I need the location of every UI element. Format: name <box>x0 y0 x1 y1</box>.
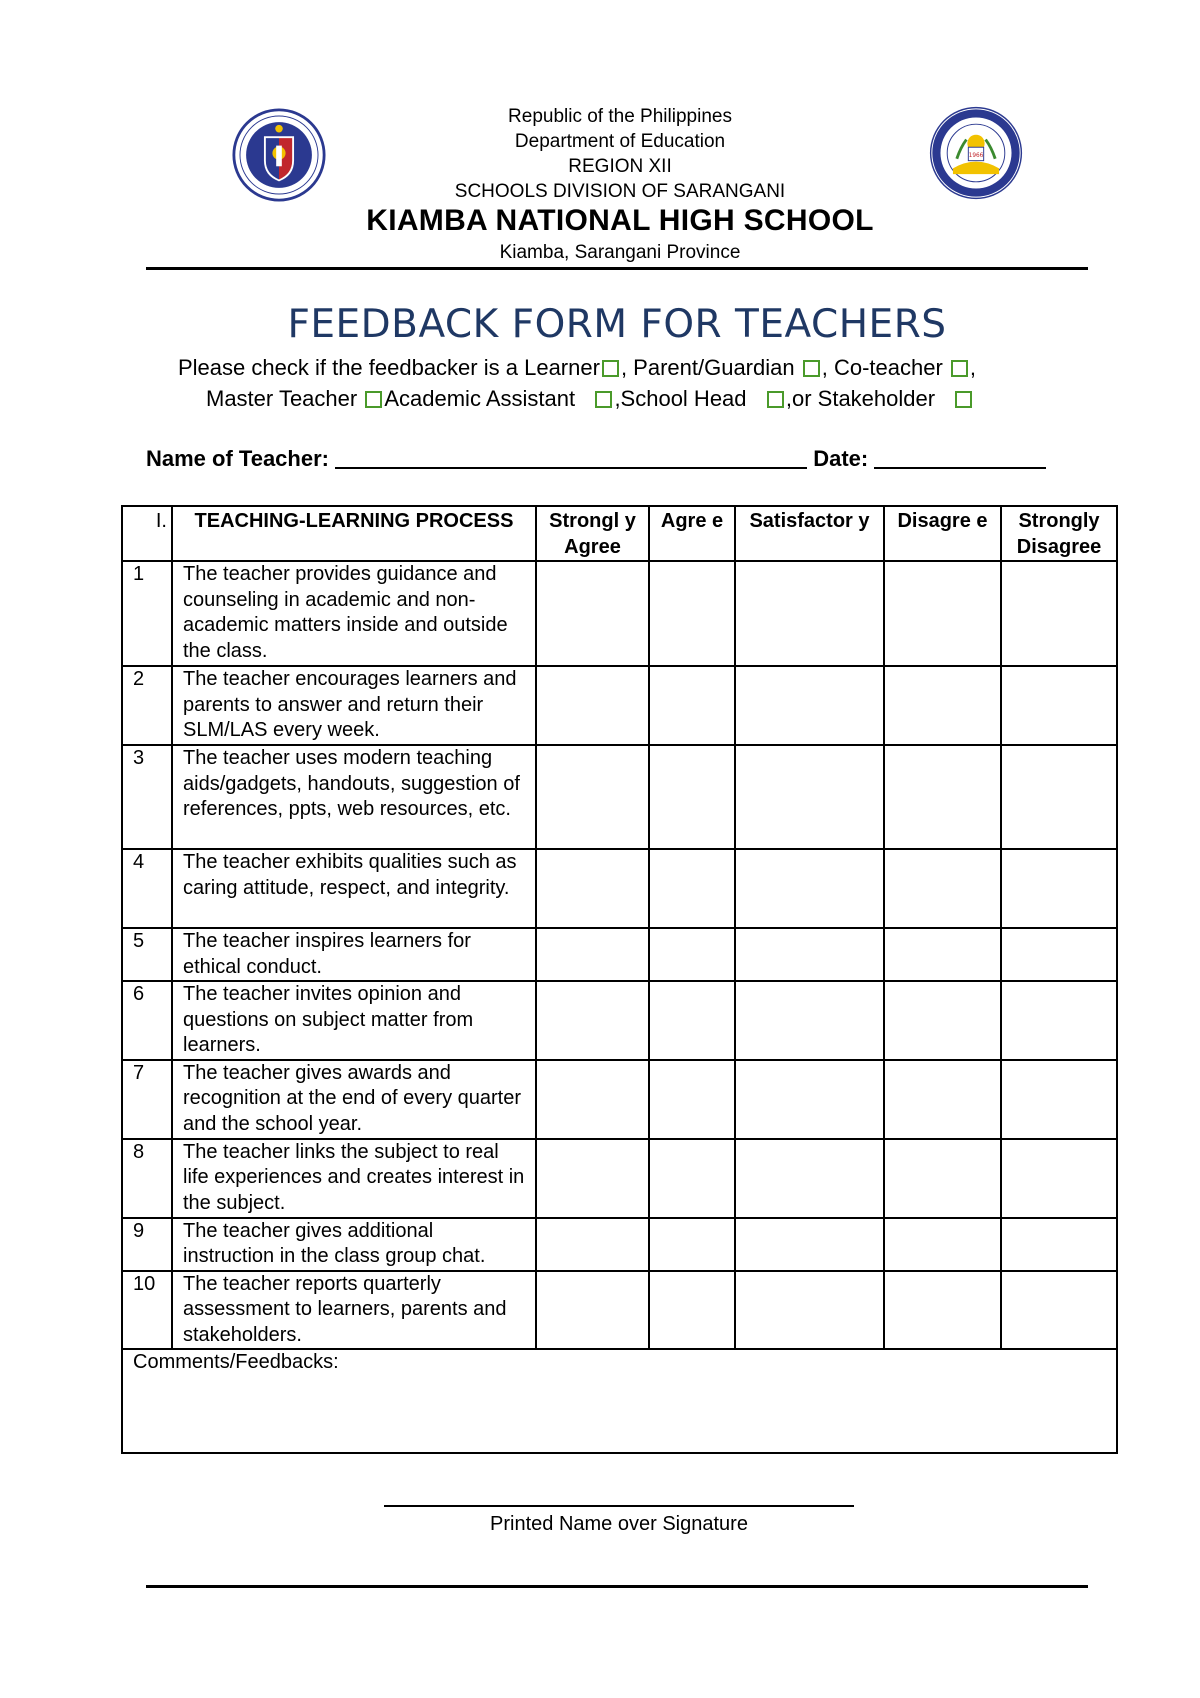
rating-cell-disagree[interactable] <box>884 928 1001 981</box>
rating-cell-strongly-agree[interactable] <box>536 981 649 1060</box>
rating-cell-strongly-disagree[interactable] <box>1001 745 1117 849</box>
school-seal-logo <box>928 105 1024 201</box>
row-statement: The teacher invites opinion and questions on subject matter from learners. <box>172 981 536 1060</box>
rating-cell-strongly-disagree[interactable] <box>1001 1139 1117 1218</box>
row-number: 9 <box>122 1218 172 1271</box>
row-number: 2 <box>122 666 172 745</box>
rating-cell-disagree[interactable] <box>884 745 1001 849</box>
checkbox-academic-assistant[interactable] <box>595 391 612 408</box>
check-label-academic: Academic Assistant <box>384 386 576 411</box>
rating-cell-satisfactory[interactable] <box>735 981 884 1060</box>
rating-cell-satisfactory[interactable] <box>735 745 884 849</box>
rating-cell-agree[interactable] <box>649 1271 735 1350</box>
header-region: REGION XII <box>568 156 672 177</box>
checkbox-master-teacher[interactable] <box>365 391 382 408</box>
rating-cell-strongly-agree[interactable] <box>536 561 649 666</box>
header-number: I. <box>122 506 172 561</box>
rating-cell-strongly-disagree[interactable] <box>1001 1060 1117 1139</box>
row-statement: The teacher gives additional instruction in the class group chat. <box>172 1218 536 1271</box>
check-label-schoolhead: ,School Head <box>614 386 747 411</box>
rating-cell-satisfactory[interactable] <box>735 666 884 745</box>
feedback-table <box>121 505 1118 1454</box>
school-address: Kiamba, Sarangani Province <box>499 242 741 263</box>
table-row <box>122 981 1117 1060</box>
table-row <box>122 1139 1117 1218</box>
rating-cell-strongly-agree[interactable] <box>536 928 649 981</box>
rating-cell-agree[interactable] <box>649 561 735 666</box>
rating-cell-disagree[interactable] <box>884 1271 1001 1350</box>
row-number: 8 <box>122 1139 172 1218</box>
rating-cell-agree[interactable] <box>649 928 735 981</box>
checkbox-learner[interactable] <box>602 360 619 377</box>
row-statement: The teacher reports quarterly assessment to learners, parents and stakeholders. <box>172 1271 536 1350</box>
rating-cell-strongly-agree[interactable] <box>536 1271 649 1350</box>
row-number: 6 <box>122 981 172 1060</box>
feedback-table-wrap <box>121 505 1116 1454</box>
rating-cell-strongly-agree[interactable] <box>536 745 649 849</box>
rating-cell-agree[interactable] <box>649 1218 735 1271</box>
row-statement: The teacher gives awards and recognition at the end of every quarter and the school year. <box>172 1060 536 1139</box>
comments-row <box>122 1349 1117 1453</box>
row-number: 3 <box>122 745 172 849</box>
feedbacker-check-line-1 <box>178 355 976 381</box>
rating-cell-strongly-disagree[interactable] <box>1001 1218 1117 1271</box>
header-division: SCHOOLS DIVISION OF SARANGANI <box>454 181 786 202</box>
row-statement: The teacher provides guidance and counseling in academic and non-academic matters inside and outside the class. <box>172 561 536 666</box>
rating-cell-strongly-agree[interactable] <box>536 1060 649 1139</box>
rating-cell-strongly-agree[interactable] <box>536 666 649 745</box>
rating-cell-disagree[interactable] <box>884 1139 1001 1218</box>
date-field[interactable] <box>874 449 1046 469</box>
table-row <box>122 928 1117 981</box>
rating-cell-agree[interactable] <box>649 1139 735 1218</box>
comments-field[interactable] <box>122 1349 1117 1453</box>
row-statement: The teacher exhibits qualities such as caring attitude, respect, and integrity. <box>172 849 536 928</box>
comments-label: Comments/Feedbacks: <box>133 1351 339 1373</box>
rating-cell-satisfactory[interactable] <box>735 561 884 666</box>
row-statement: The teacher uses modern teaching aids/gadgets, handouts, suggestion of references, ppts, web resources, etc. <box>172 745 536 849</box>
table-row <box>122 1218 1117 1271</box>
header-strongly-disagree: Strongly Disagree <box>1001 506 1117 561</box>
table-header-row <box>122 506 1117 561</box>
signature-line[interactable] <box>384 1505 854 1507</box>
header-strongly-agree: Strongl y Agree <box>536 506 649 561</box>
check-label-learner: Learner <box>524 355 600 380</box>
rating-cell-disagree[interactable] <box>884 981 1001 1060</box>
table-row <box>122 745 1117 849</box>
rating-cell-satisfactory[interactable] <box>735 1218 884 1271</box>
row-number: 4 <box>122 849 172 928</box>
rating-cell-strongly-disagree[interactable] <box>1001 561 1117 666</box>
table-row <box>122 1271 1117 1350</box>
rating-cell-agree[interactable] <box>649 745 735 849</box>
rating-cell-satisfactory[interactable] <box>735 1271 884 1350</box>
rating-cell-satisfactory[interactable] <box>735 849 884 928</box>
row-statement: The teacher encourages learners and parents to answer and return their SLM/LAS every week. <box>172 666 536 745</box>
table-row <box>122 1060 1117 1139</box>
rating-cell-disagree[interactable] <box>884 1218 1001 1271</box>
feedbacker-check-line-2 <box>206 386 974 412</box>
rating-cell-disagree[interactable] <box>884 561 1001 666</box>
row-statement: The teacher inspires learners for ethical conduct. <box>172 928 536 981</box>
row-number: 1 <box>122 561 172 666</box>
rating-cell-satisfactory[interactable] <box>735 1139 884 1218</box>
row-number: 7 <box>122 1060 172 1139</box>
rating-cell-strongly-disagree[interactable] <box>1001 1271 1117 1350</box>
name-of-teacher-label: Name of Teacher: <box>146 446 329 471</box>
rating-cell-strongly-disagree[interactable] <box>1001 928 1117 981</box>
document-header <box>0 0 1200 280</box>
rating-cell-strongly-disagree[interactable] <box>1001 849 1117 928</box>
rating-cell-strongly-agree[interactable] <box>536 849 649 928</box>
check-label-coteacher: , Co-teacher <box>821 355 943 380</box>
check-separator: , <box>969 355 977 380</box>
header-republic: Republic of the Philippines <box>508 106 732 127</box>
header-disagree: Disagre e <box>884 506 1001 561</box>
header-rule <box>146 267 1088 270</box>
checkbox-school-head[interactable] <box>767 391 784 408</box>
deped-seal-logo <box>232 108 326 202</box>
header-satisfactory: Satisfactor y <box>735 506 884 561</box>
rating-cell-strongly-disagree[interactable] <box>1001 666 1117 745</box>
date-label: Date: <box>813 446 869 471</box>
school-seal-year: 1966 <box>968 152 984 159</box>
table-row <box>122 561 1117 666</box>
row-statement: The teacher links the subject to real life experiences and creates interest in the subject. <box>172 1139 536 1218</box>
table-row <box>122 849 1117 928</box>
checkbox-parent[interactable] <box>803 360 820 377</box>
rating-cell-agree[interactable] <box>649 981 735 1060</box>
checkbox-coteacher[interactable] <box>951 360 968 377</box>
rating-cell-agree[interactable] <box>649 1060 735 1139</box>
rating-cell-disagree[interactable] <box>884 849 1001 928</box>
check-label-stakeholder: ,or Stakeholder <box>785 386 936 411</box>
rating-cell-strongly-agree[interactable] <box>536 1139 649 1218</box>
check-label-master: Master Teacher <box>206 386 358 411</box>
header-agree: Agre e <box>649 506 735 561</box>
rating-cell-strongly-agree[interactable] <box>536 1218 649 1271</box>
row-number: 10 <box>122 1271 172 1350</box>
name-date-row <box>146 446 1046 472</box>
header-process: TEACHING-LEARNING PROCESS <box>172 506 536 561</box>
signature-label: Printed Name over Signature <box>490 1513 748 1535</box>
header-lines <box>340 104 900 204</box>
rating-cell-disagree[interactable] <box>884 666 1001 745</box>
footer-rule <box>146 1585 1088 1588</box>
rating-cell-strongly-disagree[interactable] <box>1001 981 1117 1060</box>
rating-cell-satisfactory[interactable] <box>735 1060 884 1139</box>
table-row <box>122 666 1117 745</box>
row-number: 5 <box>122 928 172 981</box>
rating-cell-satisfactory[interactable] <box>735 928 884 981</box>
check-label-parent: , Parent/Guardian <box>620 355 795 380</box>
rating-cell-agree[interactable] <box>649 849 735 928</box>
check-intro: Please check if the feedbacker is a <box>178 355 518 380</box>
checkbox-stakeholder[interactable] <box>955 391 972 408</box>
rating-cell-disagree[interactable] <box>884 1060 1001 1139</box>
school-name: KIAMBA NATIONAL HIGH SCHOOL <box>366 204 874 237</box>
rating-cell-agree[interactable] <box>649 666 735 745</box>
header-department: Department of Education <box>514 131 726 152</box>
form-title: FEEDBACK FORM FOR TEACHERS <box>287 302 947 347</box>
name-of-teacher-field[interactable] <box>335 449 807 469</box>
